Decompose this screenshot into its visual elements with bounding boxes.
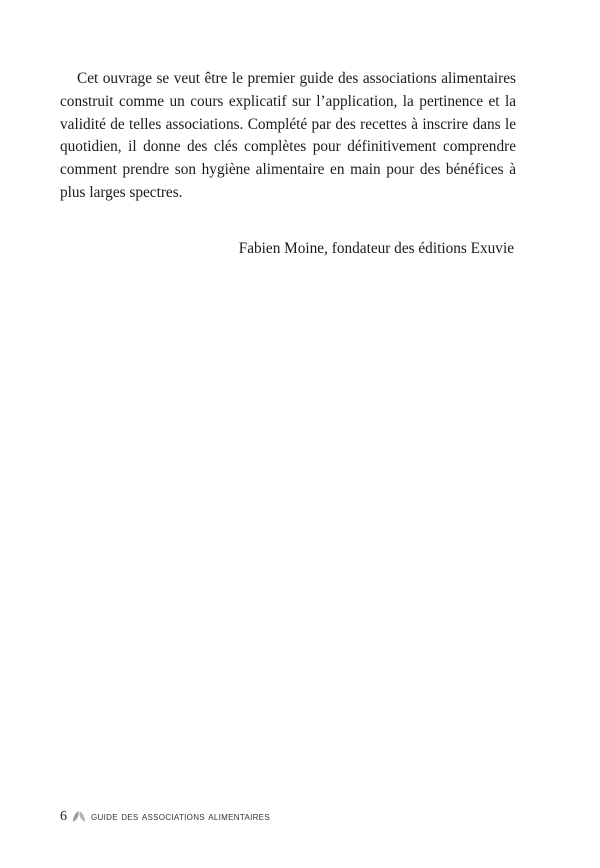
page-footer xyxy=(60,808,270,826)
body-paragraph: Cet ouvrage se veut être le premier guide des associations alimentaires construit comme un cours explicatif sur l’application, la pertinence et la validité de telles associations. Complété par des recettes à inscrire dans le quotidien, il donne des clés complètes pour définitivement comprendre comment prendre son hygiène alimentaire en main pour des bénéfices à plus larges spectres. xyxy=(60,70,516,201)
leaf-icon xyxy=(71,810,87,824)
page-number: 6 xyxy=(60,809,67,824)
running-title: guide des associations alimentaires xyxy=(91,811,270,823)
author-signature: Fabien Moine, fondateur des éditions Exuvie xyxy=(238,240,514,257)
